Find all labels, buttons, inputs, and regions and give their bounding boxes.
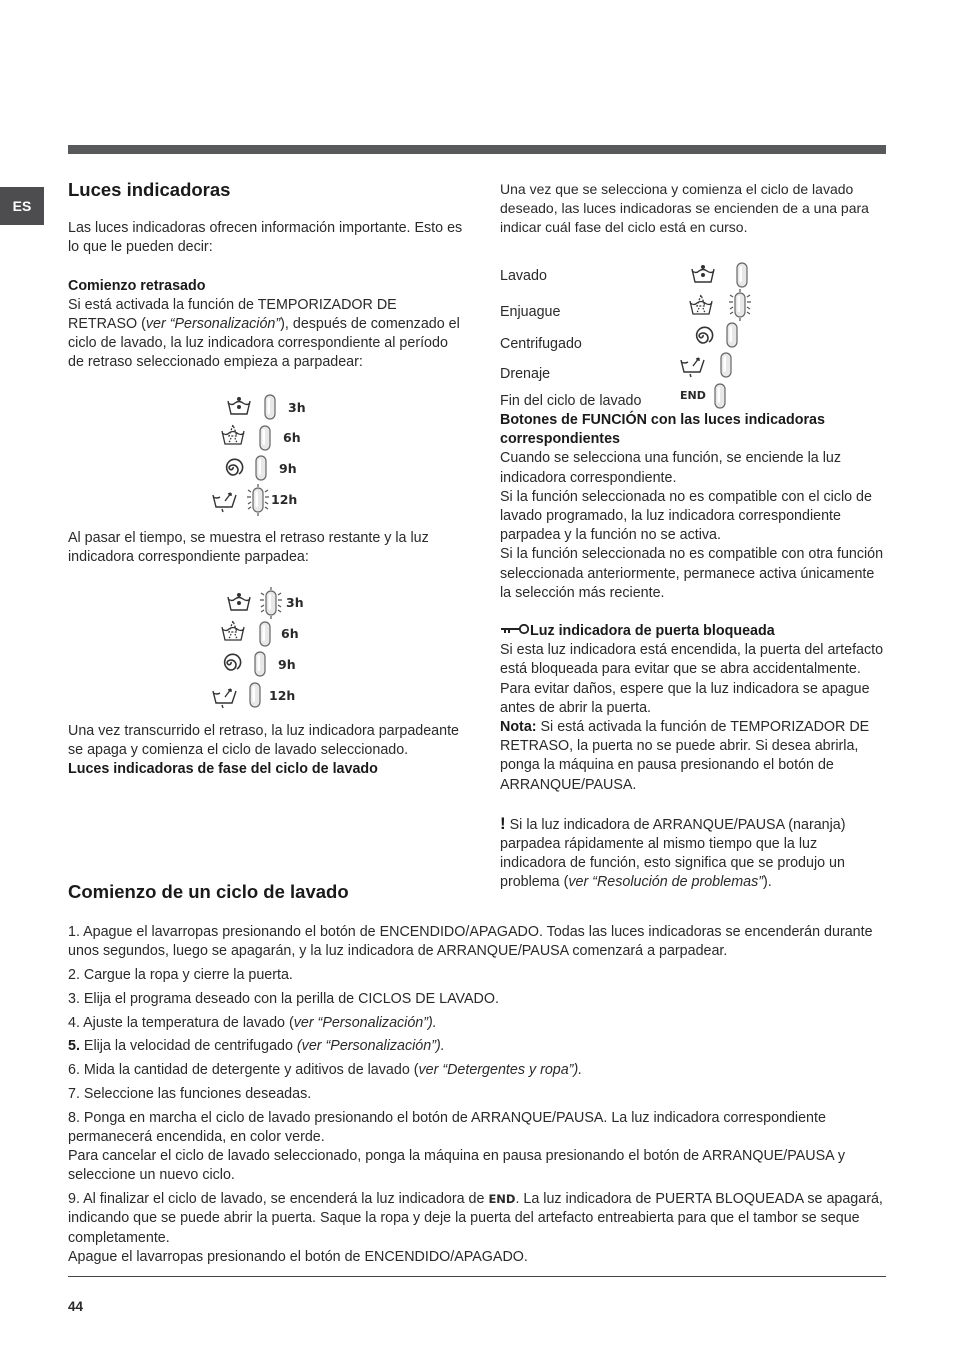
- start-steps: [68, 923, 886, 1272]
- section-title-start: Comienzo de un ciclo de lavado: [68, 881, 349, 902]
- passing-paragraph: Al pasar el tiempo, se muestra el retraso restante y la luz indicadora correspondiente parpadea:: [68, 530, 429, 566]
- spin-icon: [690, 324, 716, 350]
- door-lock-paragraph: Si esta luz indicadora está encendida, la puerta del artefacto está bloqueada para evitar que se abra accidentalmente. Para evitar daños, espere que la luz indicadora se apague antes de abrir la puerta.: [500, 642, 884, 716]
- passing-paragraph-wrap: [68, 529, 463, 567]
- indicator-led: [714, 383, 728, 411]
- step-9: 9. Al finalizar el ciclo de lavado, se encenderá la luz indicadora de END. La luz indicadora de PUERTA BLOQUEADA se apagará, indicando que se puede abrir la puerta. Saque la ropa y deje la puerta del artefacto entreabierta para que el tambor se seque completamente.: [68, 1191, 883, 1246]
- spin-icon: [220, 456, 246, 482]
- indicator-led: [259, 425, 273, 453]
- warning-icon: !: [500, 813, 506, 833]
- section-title-indicators: Luces indicadoras: [68, 179, 231, 200]
- step-6: 6. Mida la cantidad de detergente y aditivos de lavado (ver “Detergentes y ropa”).: [68, 1062, 583, 1079]
- delay-paragraph: Si está activada la función de TEMPORIZADOR DE RETRASO (ver “Personalización”), después de comenzado el ciclo de lavado, la luz indicadora correspondiente al período de retraso seleccionado empieza a parpadear:: [68, 296, 460, 371]
- step-4: 4. Ajuste la temperatura de lavado (ver “Personalización”).: [68, 1014, 437, 1031]
- step-3: 3. Elija el programa deseado con la perilla de CICLOS DE LAVADO.: [68, 990, 499, 1007]
- delay-diagram-start: [212, 394, 332, 519]
- rinse-icon: [220, 620, 250, 646]
- function-heading: Botones de FUNCIÓN con las luces indicadoras correspondientes: [500, 412, 825, 448]
- drain-icon: [212, 685, 240, 711]
- delay-label-6h: 6h: [283, 430, 301, 445]
- phase-label-spin: Centrifugado: [500, 336, 582, 352]
- function-paragraph-3: Si la función seleccionada no es compatible con otra función seleccionada anteriormente, permanece activa únicamente la selección más reciente.: [500, 546, 884, 601]
- right-column-intro: [500, 180, 886, 238]
- step-7: 7. Seleccione las funciones deseadas.: [68, 1085, 312, 1102]
- delay-label-12h: 12h: [269, 688, 296, 703]
- indicator-led: [255, 455, 269, 483]
- wash-icon: [226, 396, 254, 420]
- step-5: 5. Elija la velocidad de centrifugado (ver “Personalización”).: [68, 1038, 445, 1055]
- intro-paragraph: Las luces indicadoras ofrecen información importante. Esto es lo que le pueden decir:: [68, 220, 463, 256]
- indicator-led-blinking: [246, 483, 270, 519]
- function-paragraph-1: Cuando se selecciona una función, se enciende la luz indicadora correspondiente.: [500, 450, 841, 486]
- indicator-led: [264, 394, 278, 422]
- spin-icon: [218, 651, 244, 677]
- delay-label-3h: 3h: [286, 595, 304, 610]
- bottom-rule: [68, 1276, 886, 1277]
- after-delay-wrap: [68, 722, 463, 780]
- indicator-led: [259, 621, 273, 649]
- warning-paragraph: ! Si la luz indicadora de ARRANQUE/PAUSA (naranja) parpadea rápidamente al mismo tiempo que la luz indicadora de función, esto significa que se produjo un problema (ver “Resolución de problemas”).: [500, 813, 846, 891]
- right-column-body: [500, 411, 886, 893]
- note-paragraph: Nota: Si está activada la función de TEMPORIZADOR DE RETRASO, la puerta no se puede abrir. Si desea abrirla, ponga la máquina en pausa presionando el botón de ARRANQUE/PAUSA.: [500, 719, 870, 793]
- key-lock-icon: [500, 624, 530, 636]
- phase-heading: Luces indicadoras de fase del ciclo de lavado: [68, 761, 378, 778]
- phase-label-drain: Drenaje: [500, 366, 551, 382]
- step-9-power-off: Apague el lavarropas presionando el botón de ENCENDIDO/APAGADO.: [68, 1248, 528, 1265]
- delay-diagram-remaining: [212, 588, 332, 713]
- delay-label-9h: 9h: [279, 461, 297, 476]
- indicator-led-blinking: [259, 586, 283, 622]
- phase-label-rinse: Enjuague: [500, 304, 561, 320]
- delay-heading: Comienzo retrasado: [68, 277, 206, 294]
- indicator-led: [254, 651, 268, 679]
- phase-label-end: Fin del ciclo de lavado: [500, 393, 642, 409]
- phase-label-wash: Lavado: [500, 268, 547, 284]
- after-delay-paragraph: Una vez transcurrido el retraso, la luz indicadora parpadeante se apaga y comienza el ciclo de lavado seleccionado.: [68, 723, 460, 759]
- indicator-led: [736, 262, 750, 290]
- end-label: END: [680, 389, 706, 402]
- drain-icon: [212, 489, 240, 515]
- delay-label-9h: 9h: [278, 657, 296, 672]
- function-paragraph-2: Si la función seleccionada no es compatible con el ciclo de lavado programado, la luz indicadora correspondiente parpadea y la función no se activa.: [500, 488, 872, 544]
- phase-intro-paragraph: Una vez que se selecciona y comienza el ciclo de lavado deseado, las luces indicadoras se encienden de a una para indicar cuál fase del ciclo está en curso.: [500, 181, 869, 236]
- delay-label-3h: 3h: [288, 400, 306, 415]
- delay-label-6h: 6h: [281, 626, 299, 641]
- step-2: 2. Cargue la ropa y cierre la puerta.: [68, 967, 293, 983]
- indicator-led: [249, 682, 263, 710]
- wash-icon: [690, 264, 718, 288]
- end-label: END: [488, 1192, 516, 1207]
- indicator-led: [726, 322, 740, 350]
- indicator-led: [720, 352, 734, 380]
- phase-indicator-list: [500, 258, 886, 413]
- drain-icon: [680, 354, 708, 380]
- step-8-cancel: Para cancelar el ciclo de lavado seleccionado, ponga la máquina en pausa presionando el botón de ARRANQUE/PAUSA y seleccione un nuevo ciclo.: [68, 1148, 846, 1184]
- rinse-icon: [688, 294, 718, 320]
- left-column: [68, 180, 463, 373]
- step-8: 8. Ponga en marcha el ciclo de lavado presionando el botón de ARRANQUE/PAUSA. La luz indicadora correspondiente permanecerá encendida, en color verde.: [68, 1109, 826, 1145]
- start-title-wrap: [68, 882, 463, 901]
- door-lock-heading: Luz indicadora de puerta bloqueada: [530, 623, 775, 640]
- top-rule: [68, 145, 886, 154]
- rinse-icon: [220, 424, 250, 450]
- step-1: 1. Apague el lavarropas presionando el botón de ENCENDIDO/APAGADO. Todas las luces indicadoras se encenderán durante unos segundos, luego se apagarán, y la luz indicadora de ARRANQUE/PAUSA comenzará a parpadear.: [68, 924, 873, 960]
- page-number: 44: [68, 1299, 84, 1314]
- indicator-led-blinking: [728, 288, 752, 324]
- delay-label-12h: 12h: [271, 492, 298, 507]
- language-tab: ES: [0, 187, 44, 225]
- wash-icon: [226, 592, 254, 616]
